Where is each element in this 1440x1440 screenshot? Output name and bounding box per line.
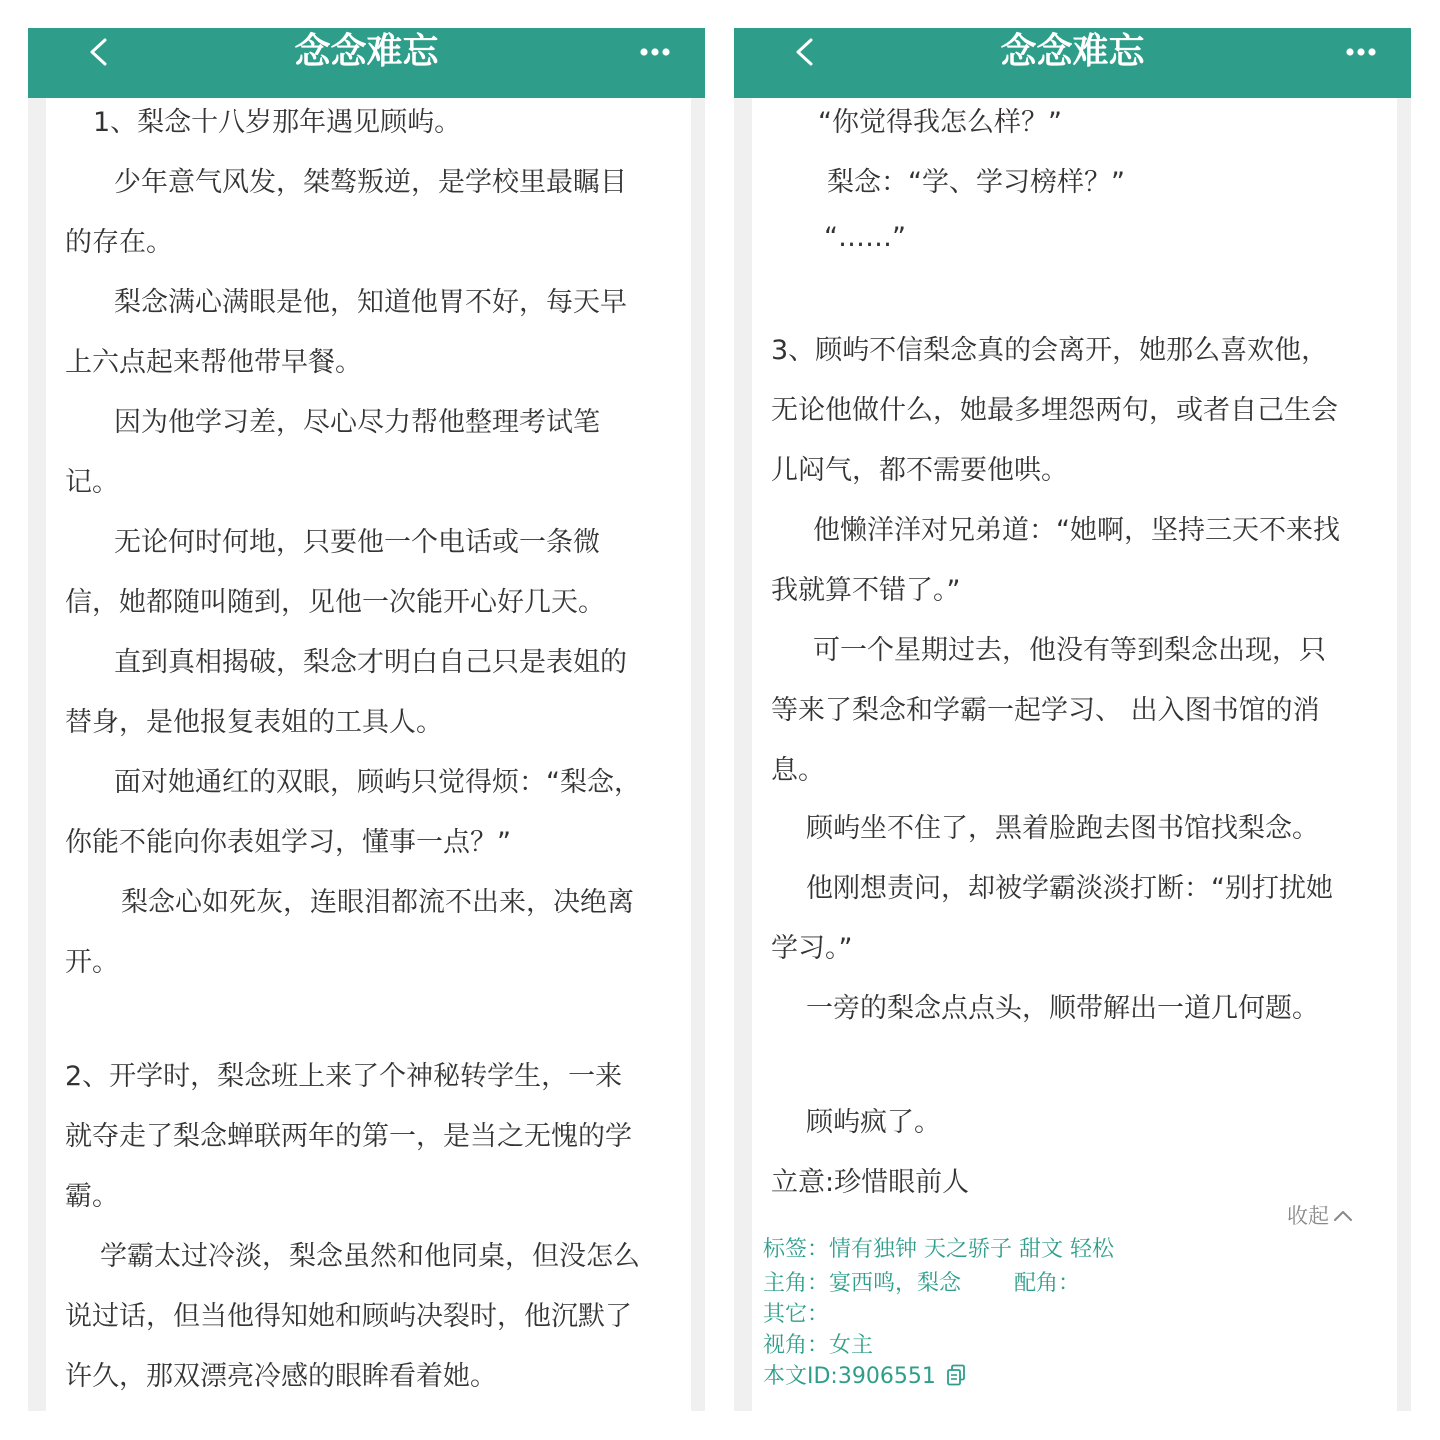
supporting-line: 配角： bbox=[1014, 1271, 1081, 1296]
header-bar bbox=[734, 28, 1411, 98]
text-line: 无论何时何地，只要他一个电话或一条微 bbox=[114, 527, 600, 558]
text-line: 2、开学时，梨念班上来了个神秘转学生，一来 bbox=[65, 1061, 623, 1092]
text-line: 霸。 bbox=[65, 1181, 119, 1212]
protagonists-line: 主角：宴西鸣，梨念 bbox=[763, 1271, 962, 1296]
text-line: 息。 bbox=[771, 755, 825, 786]
page-title: 念念难忘 bbox=[1000, 31, 1145, 72]
text-line: 他刚想责问，却被学霸淡淡打断：“别打扰她 bbox=[806, 873, 1333, 904]
reading-content bbox=[752, 98, 1397, 1411]
others-line: 其它： bbox=[763, 1302, 830, 1327]
text-line: 少年意气风发，桀骜叛逆，是学校里最瞩目 bbox=[114, 167, 627, 198]
page-title: 念念难忘 bbox=[294, 31, 439, 72]
text-line: 3、顾屿不信梨念真的会离开，她那么喜欢他， bbox=[771, 335, 1329, 366]
reading-content bbox=[46, 98, 691, 1411]
text-line: 开。 bbox=[65, 947, 119, 978]
text-line: 因为他学习差，尽心尽力帮他整理考试笔 bbox=[114, 407, 600, 438]
text-line: 一旁的梨念点点头，顺带解出一道几何题。 bbox=[806, 993, 1319, 1024]
text-line: 就夺走了梨念蝉联两年的第一，是当之无愧的学 bbox=[65, 1121, 632, 1152]
text-line: 1、梨念十八岁那年遇见顾屿。 bbox=[93, 107, 462, 138]
text-line: 学习。” bbox=[771, 933, 853, 964]
text-line: “……” bbox=[824, 222, 906, 253]
text-line: 面对她通红的双眼，顾屿只觉得烦：“梨念， bbox=[114, 767, 641, 798]
collapse-button[interactable] bbox=[1287, 1202, 1353, 1230]
copy-icon[interactable] bbox=[946, 1364, 966, 1386]
text-line: 许久，那双漂亮冷感的眼眸看着她。 bbox=[65, 1361, 497, 1392]
tags-line: 标签：情有独钟 天之骄子 甜文 轻松 bbox=[763, 1237, 1114, 1262]
text-line: 顾屿疯了。 bbox=[806, 1107, 941, 1138]
pov-line: 视角：女主 bbox=[763, 1333, 874, 1358]
chevron-up-icon bbox=[1333, 1210, 1353, 1222]
text-line: 的存在。 bbox=[65, 227, 173, 258]
text-line: 可一个星期过去，他没有等到梨念出现，只 bbox=[813, 635, 1326, 666]
text-line: 梨念：“学、学习榜样？” bbox=[827, 167, 1125, 198]
text-line: 替身，是他报复表姐的工具人。 bbox=[65, 707, 443, 738]
text-line: 儿闷气，都不需要他哄。 bbox=[771, 455, 1068, 486]
more-button[interactable] bbox=[635, 36, 675, 68]
text-line: 他懒洋洋对兄弟道：“她啊，坚持三天不来找 bbox=[813, 515, 1340, 546]
more-horizontal-icon bbox=[1345, 47, 1377, 57]
text-line: 上六点起来帮他带早餐。 bbox=[65, 347, 362, 378]
text-line: 我就算不错了。” bbox=[771, 575, 961, 606]
text-line: 直到真相揭破，梨念才明白自己只是表姐的 bbox=[114, 647, 627, 678]
more-button[interactable] bbox=[1341, 36, 1381, 68]
text-line: 顾屿坐不住了，黑着脸跑去图书馆找梨念。 bbox=[806, 813, 1319, 844]
article-id-line bbox=[763, 1363, 966, 1391]
text-line: 等来了梨念和学霸一起学习、 出入图书馆的消 bbox=[771, 695, 1320, 726]
header-bar bbox=[28, 28, 705, 98]
text-line: “你觉得我怎么样？” bbox=[818, 107, 1062, 138]
text-line: 你能不能向你表姐学习，懂事一点？” bbox=[65, 827, 511, 858]
left-panel bbox=[28, 28, 705, 1411]
text-line: 记。 bbox=[65, 467, 119, 498]
article-id: 本文ID:3906551 bbox=[763, 1364, 936, 1389]
text-line: 梨念满心满眼是他，知道他胃不好，每天早 bbox=[114, 287, 627, 318]
right-panel bbox=[734, 28, 1411, 1411]
text-line: 说过话，但当他得知她和顾屿决裂时，他沉默了 bbox=[65, 1301, 632, 1332]
text-line: 无论他做什么，她最多埋怨两句，或者自己生会 bbox=[771, 395, 1338, 426]
collapse-label: 收起 bbox=[1287, 1204, 1329, 1228]
text-line: 梨念心如死灰，连眼泪都流不出来，决绝离 bbox=[121, 887, 634, 918]
text-line: 学霸太过冷淡，梨念虽然和他同桌，但没怎么 bbox=[100, 1241, 640, 1272]
more-horizontal-icon bbox=[639, 47, 671, 57]
text-line: 立意:珍惜眼前人 bbox=[771, 1167, 970, 1198]
text-line: 信，她都随叫随到，见他一次能开心好几天。 bbox=[65, 587, 605, 618]
